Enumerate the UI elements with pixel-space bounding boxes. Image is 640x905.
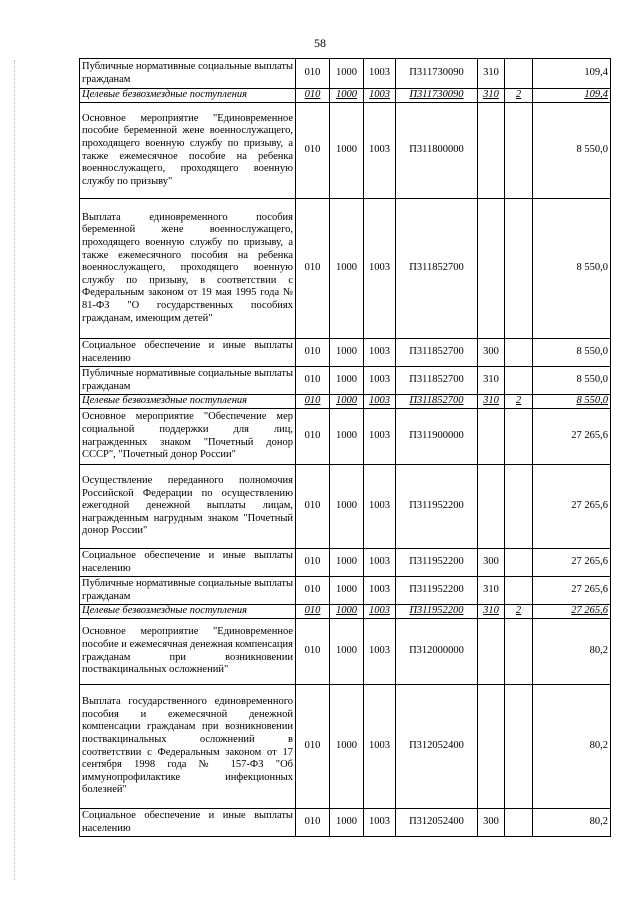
row-name: Социальное обеспечение и иные выплаты населению bbox=[80, 549, 296, 577]
subsection-code: 1003 bbox=[364, 103, 396, 199]
section-code: 1000 bbox=[330, 59, 364, 89]
row-name: Основное мероприятие "Единовременное пособие беременной жене военнослужащего, проходящего военную службу по призыву, а также ежемесячное пособие на ребенка военнослужащего, проходящего военную службу по призыву" bbox=[80, 103, 296, 199]
amount: 109,4 bbox=[533, 59, 611, 89]
subsection-code: 1003 bbox=[364, 409, 396, 465]
ministry-code: 010 bbox=[296, 103, 330, 199]
target-article-code: П311852700 bbox=[396, 339, 478, 367]
source-code bbox=[505, 549, 533, 577]
ministry-code: 010 bbox=[296, 89, 330, 103]
source-code: 2 bbox=[505, 89, 533, 103]
expense-type-code bbox=[478, 409, 505, 465]
table-row bbox=[80, 809, 611, 837]
subsection-code: 1003 bbox=[364, 59, 396, 89]
subsection-code: 1003 bbox=[364, 339, 396, 367]
row-name: Социальное обеспечение и иные выплаты населению bbox=[80, 809, 296, 837]
subsection-code: 1003 bbox=[364, 395, 396, 409]
ministry-code: 010 bbox=[296, 685, 330, 809]
target-article-code: П312000000 bbox=[396, 619, 478, 685]
amount: 8 550,0 bbox=[533, 395, 611, 409]
source-code: 2 bbox=[505, 395, 533, 409]
amount: 8 550,0 bbox=[533, 339, 611, 367]
amount: 8 550,0 bbox=[533, 103, 611, 199]
section-code: 1000 bbox=[330, 685, 364, 809]
table-row bbox=[80, 395, 611, 409]
section-code: 1000 bbox=[330, 619, 364, 685]
subsection-code: 1003 bbox=[364, 619, 396, 685]
source-code bbox=[505, 339, 533, 367]
subsection-code: 1003 bbox=[364, 685, 396, 809]
ministry-code: 010 bbox=[296, 605, 330, 619]
ministry-code: 010 bbox=[296, 809, 330, 837]
table-row bbox=[80, 59, 611, 89]
source-code bbox=[505, 465, 533, 549]
section-code: 1000 bbox=[330, 465, 364, 549]
table-row bbox=[80, 367, 611, 395]
row-name: Целевые безвозмездные поступления bbox=[80, 89, 296, 103]
ministry-code: 010 bbox=[296, 367, 330, 395]
row-name: Основное мероприятие "Единовременное пособие и ежемесячная денежная компенсация гражданам при возникновении поствакцинальных осложнений" bbox=[80, 619, 296, 685]
table-row bbox=[80, 103, 611, 199]
subsection-code: 1003 bbox=[364, 465, 396, 549]
subsection-code: 1003 bbox=[364, 809, 396, 837]
table-row bbox=[80, 339, 611, 367]
amount: 27 265,6 bbox=[533, 549, 611, 577]
expense-type-code: 310 bbox=[478, 577, 505, 605]
expense-type-code bbox=[478, 685, 505, 809]
expense-type-code: 310 bbox=[478, 605, 505, 619]
table-row bbox=[80, 409, 611, 465]
target-article-code: П311952200 bbox=[396, 465, 478, 549]
ministry-code: 010 bbox=[296, 409, 330, 465]
expense-type-code: 310 bbox=[478, 89, 505, 103]
section-code: 1000 bbox=[330, 809, 364, 837]
expense-type-code: 300 bbox=[478, 339, 505, 367]
ministry-code: 010 bbox=[296, 619, 330, 685]
source-code bbox=[505, 809, 533, 837]
table-row bbox=[80, 605, 611, 619]
row-name: Целевые безвозмездные поступления bbox=[80, 395, 296, 409]
table-row bbox=[80, 685, 611, 809]
row-name: Социальное обеспечение и иные выплаты населению bbox=[80, 339, 296, 367]
subsection-code: 1003 bbox=[364, 89, 396, 103]
table-row bbox=[80, 619, 611, 685]
amount: 80,2 bbox=[533, 809, 611, 837]
ministry-code: 010 bbox=[296, 199, 330, 339]
target-article-code: П312052400 bbox=[396, 685, 478, 809]
section-code: 1000 bbox=[330, 367, 364, 395]
expense-type-code: 310 bbox=[478, 395, 505, 409]
section-code: 1000 bbox=[330, 577, 364, 605]
row-name: Осуществление переданного полномочия Российской Федерации по осуществлению ежегодной денежной выплаты лицам, награжденным нагрудным знаком "Почетный донор России" bbox=[80, 465, 296, 549]
subsection-code: 1003 bbox=[364, 367, 396, 395]
target-article-code: П311952200 bbox=[396, 605, 478, 619]
budget-table bbox=[79, 58, 611, 837]
subsection-code: 1003 bbox=[364, 605, 396, 619]
target-article-code: П311852700 bbox=[396, 367, 478, 395]
expense-type-code: 300 bbox=[478, 549, 505, 577]
section-code: 1000 bbox=[330, 89, 364, 103]
target-article-code: П311952200 bbox=[396, 577, 478, 605]
row-name: Целевые безвозмездные поступления bbox=[80, 605, 296, 619]
amount: 8 550,0 bbox=[533, 367, 611, 395]
source-code bbox=[505, 619, 533, 685]
target-article-code: П311952200 bbox=[396, 549, 478, 577]
row-name: Публичные нормативные социальные выплаты гражданам bbox=[80, 367, 296, 395]
page-number: 58 bbox=[314, 36, 326, 50]
subsection-code: 1003 bbox=[364, 549, 396, 577]
table-row bbox=[80, 199, 611, 339]
source-code bbox=[505, 103, 533, 199]
table-row bbox=[80, 89, 611, 103]
amount: 80,2 bbox=[533, 685, 611, 809]
amount: 27 265,6 bbox=[533, 465, 611, 549]
source-code bbox=[505, 685, 533, 809]
expense-type-code: 310 bbox=[478, 59, 505, 89]
row-name: Выплата государственного единовременного пособия и ежемесячной денежной компенсации гражданам при возникновении поствакцинальных осложнений в соответствии с Федеральным законом от 17 сентября 1998 года № 157-ФЗ "Об иммунопрофилактике инфекционных болезней" bbox=[80, 685, 296, 809]
expense-type-code: 300 bbox=[478, 809, 505, 837]
expense-type-code bbox=[478, 465, 505, 549]
target-article-code: П311900000 bbox=[396, 409, 478, 465]
amount: 27 265,6 bbox=[533, 605, 611, 619]
subsection-code: 1003 bbox=[364, 577, 396, 605]
source-code bbox=[505, 367, 533, 395]
subsection-code: 1003 bbox=[364, 199, 396, 339]
target-article-code: П312052400 bbox=[396, 809, 478, 837]
source-code bbox=[505, 409, 533, 465]
target-article-code: П311730090 bbox=[396, 59, 478, 89]
ministry-code: 010 bbox=[296, 339, 330, 367]
section-code: 1000 bbox=[330, 395, 364, 409]
row-name: Публичные нормативные социальные выплаты гражданам bbox=[80, 577, 296, 605]
expense-type-code bbox=[478, 103, 505, 199]
section-code: 1000 bbox=[330, 549, 364, 577]
amount: 80,2 bbox=[533, 619, 611, 685]
ministry-code: 010 bbox=[296, 59, 330, 89]
source-code: 2 bbox=[505, 605, 533, 619]
source-code bbox=[505, 199, 533, 339]
table-row bbox=[80, 465, 611, 549]
target-article-code: П311730090 bbox=[396, 89, 478, 103]
section-code: 1000 bbox=[330, 199, 364, 339]
table-row bbox=[80, 577, 611, 605]
row-name: Выплата единовременного пособия беременной жене военнослужащего, проходящего военную службу по призыву, а также ежемесячного пособия на ребенка военнослужащего, проходящего военную службу по призыву, в соответствии с Федеральным законом от 19 мая 1995 года № 81-ФЗ "О государственных пособиях гражданам, имеющим детей" bbox=[80, 199, 296, 339]
expense-type-code bbox=[478, 619, 505, 685]
amount: 27 265,6 bbox=[533, 409, 611, 465]
ministry-code: 010 bbox=[296, 577, 330, 605]
expense-type-code bbox=[478, 199, 505, 339]
budget-table-body bbox=[80, 59, 611, 837]
amount: 8 550,0 bbox=[533, 199, 611, 339]
target-article-code: П311852700 bbox=[396, 199, 478, 339]
section-code: 1000 bbox=[330, 103, 364, 199]
section-code: 1000 bbox=[330, 605, 364, 619]
source-code bbox=[505, 59, 533, 89]
ministry-code: 010 bbox=[296, 395, 330, 409]
scan-margin-line bbox=[14, 60, 15, 880]
expense-type-code: 310 bbox=[478, 367, 505, 395]
table-row bbox=[80, 549, 611, 577]
amount: 109,4 bbox=[533, 89, 611, 103]
target-article-code: П311852700 bbox=[396, 395, 478, 409]
target-article-code: П311800000 bbox=[396, 103, 478, 199]
source-code bbox=[505, 577, 533, 605]
amount: 27 265,6 bbox=[533, 577, 611, 605]
ministry-code: 010 bbox=[296, 465, 330, 549]
section-code: 1000 bbox=[330, 409, 364, 465]
row-name: Основное мероприятие "Обеспечение мер социальной поддержки для лиц, награжденных знаком "Почетный донор СССР", "Почетный донор России" bbox=[80, 409, 296, 465]
ministry-code: 010 bbox=[296, 549, 330, 577]
section-code: 1000 bbox=[330, 339, 364, 367]
row-name: Публичные нормативные социальные выплаты гражданам bbox=[80, 59, 296, 89]
